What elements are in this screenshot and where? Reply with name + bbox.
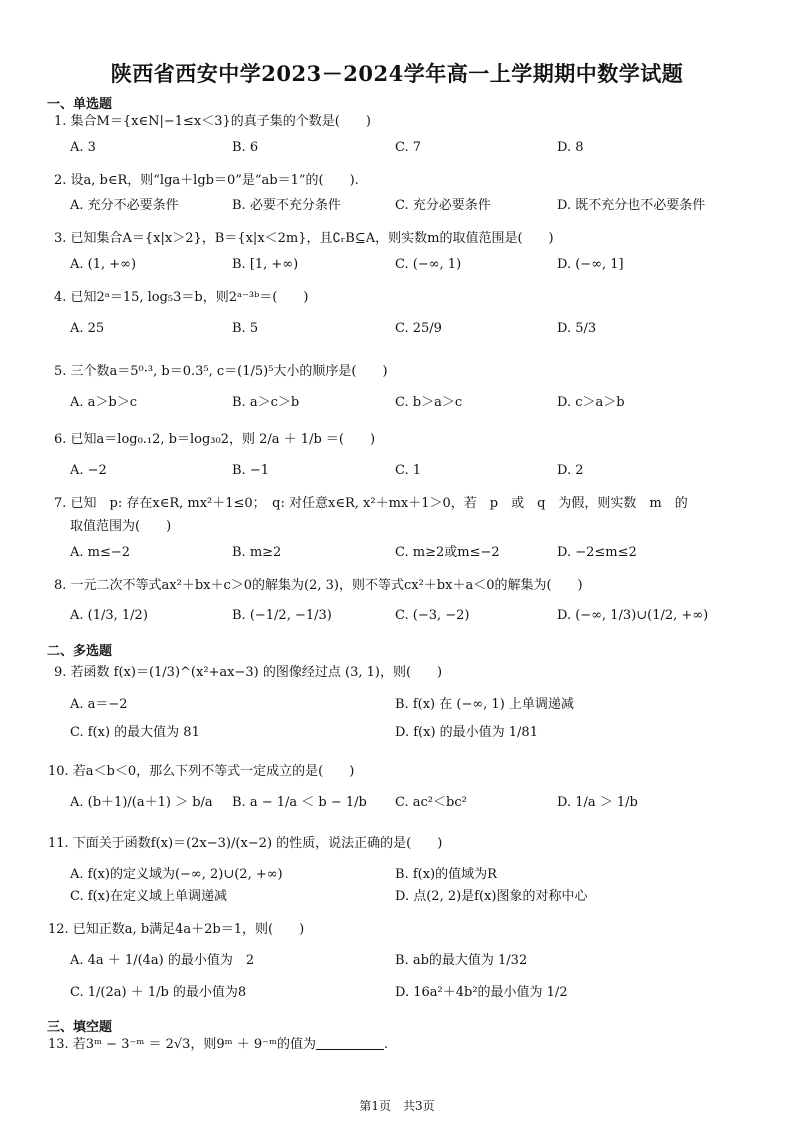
question-4-stem: 4. 已知2ᵃ＝15, log₅3＝b，则2ᵃ⁻³ᵇ＝( ) bbox=[54, 290, 309, 305]
question-7-option-c: C. m≥2或m≤−2 bbox=[395, 545, 500, 560]
question-1-option-a: A. 3 bbox=[70, 140, 96, 155]
question-9-stem: 9. 若函数 f(x)＝(1/3)^(x²+ax−3) 的图像经过点 (3, 1)，则( ) bbox=[54, 665, 443, 680]
question-12-option-d: D. 16a²＋4b²的最小值为 1/2 bbox=[395, 985, 568, 1000]
section-heading-multiple-choice: 二、多选题 bbox=[47, 644, 113, 659]
question-12-option-b: B. ab的最大值为 1/32 bbox=[395, 953, 528, 968]
question-8-option-a: A. (1/3, 1/2) bbox=[70, 608, 148, 623]
question-7-option-a: A. m≤−2 bbox=[70, 545, 131, 560]
page-title: 陕西省西安中学2023－2024学年高一上学期期中数学试题 bbox=[110, 61, 684, 86]
question-3-stem: 3. 已知集合A＝{x|x＞2}，B＝{x|x＜2m}，且∁ᵣB⊆A，则实数m的取值范围是( ) bbox=[54, 231, 554, 246]
question-9-option-c: C. f(x) 的最大值为 81 bbox=[70, 725, 200, 740]
question-10-option-c: C. ac²＜bc² bbox=[395, 795, 467, 810]
question-6-option-b: B. −1 bbox=[232, 463, 269, 478]
question-4-option-a: A. 25 bbox=[70, 321, 105, 336]
question-8-stem: 8. 一元二次不等式ax²＋bx＋c＞0的解集为(2, 3)，则不等式cx²＋bx＋a＜0的解集为( ) bbox=[54, 578, 583, 593]
question-1-stem: 1. 集合M＝{x∈N|−1≤x＜3}的真子集的个数是( ) bbox=[54, 114, 371, 129]
question-5-option-c: C. b＞a＞c bbox=[395, 395, 463, 410]
question-11-stem: 11. 下面关于函数f(x)＝(2x−3)/(x−2) 的性质，说法正确的是( ) bbox=[48, 836, 443, 851]
question-12-stem: 12. 已知正数a, b满足4a＋2b＝1，则( ) bbox=[48, 922, 305, 937]
section-heading-single-choice: 一、单选题 bbox=[47, 97, 113, 112]
question-4-option-c: C. 25/9 bbox=[395, 321, 442, 336]
question-5-option-b: B. a＞c＞b bbox=[232, 395, 300, 410]
question-11-option-a: A. f(x)的定义域为(−∞, 2)∪(2, +∞) bbox=[70, 867, 283, 882]
question-1-option-d: D. 8 bbox=[557, 140, 584, 155]
question-7-stem-continued: 取值范围为( ) bbox=[70, 519, 172, 534]
question-10-stem: 10. 若a＜b＜0，那么下列不等式一定成立的是( ) bbox=[48, 764, 355, 779]
question-13-stem: 13. 若3ᵐ − 3⁻ᵐ ＝ 2√3，则9ᵐ ＋ 9⁻ᵐ的值为 bbox=[48, 1037, 317, 1052]
question-13 bbox=[48, 1036, 388, 1053]
question-2-stem: 2. 设a, b∈R，则“lga＋lgb＝0”是“ab＝1”的( ). bbox=[54, 173, 359, 188]
question-3-option-b: B. [1, +∞) bbox=[232, 257, 299, 272]
question-3-option-d: D. (−∞, 1] bbox=[557, 257, 624, 272]
question-5-option-d: D. c＞a＞b bbox=[557, 395, 625, 410]
question-6-option-c: C. 1 bbox=[395, 463, 422, 478]
question-8-option-d: D. (−∞, 1/3)∪(1/2, +∞) bbox=[557, 608, 709, 623]
page-footer: 第1页 共3页 bbox=[359, 1099, 435, 1113]
question-4-option-b: B. 5 bbox=[232, 321, 259, 336]
question-6-option-d: D. 2 bbox=[557, 463, 584, 478]
question-9-option-b: B. f(x) 在 (−∞, 1) 上单调递减 bbox=[395, 697, 574, 712]
answer-blank bbox=[316, 1036, 384, 1050]
question-5-stem: 5. 三个数a＝5⁰·³, b＝0.3⁵, c＝(1/5)⁵大小的顺序是( ) bbox=[54, 364, 388, 379]
question-9-option-a: A. a＝−2 bbox=[70, 697, 128, 712]
section-heading-fill-in: 三、填空题 bbox=[47, 1020, 113, 1035]
question-10-option-a: A. (b＋1)/(a＋1) ＞ b/a bbox=[70, 795, 213, 810]
question-1-option-b: B. 6 bbox=[232, 140, 259, 155]
question-8-option-b: B. (−1/2, −1/3) bbox=[232, 608, 332, 623]
question-13-tail: . bbox=[384, 1037, 389, 1052]
question-6-stem: 6. 已知a＝log₀.₁2, b＝log₃₀2，则 2/a ＋ 1/b ＝( ) bbox=[54, 432, 376, 447]
question-5-option-a: A. a＞b＞c bbox=[70, 395, 138, 410]
question-2-option-b: B. 必要不充分条件 bbox=[232, 198, 341, 213]
question-1-option-c: C. 7 bbox=[395, 140, 422, 155]
question-10-option-d: D. 1/a ＞ 1/b bbox=[557, 795, 638, 810]
question-10-option-b: B. a − 1/a ＜ b − 1/b bbox=[232, 795, 367, 810]
question-3-option-c: C. (−∞, 1) bbox=[395, 257, 462, 272]
question-12-option-a: A. 4a ＋ 1/(4a) 的最小值为 2 bbox=[70, 953, 255, 968]
question-2-option-d: D. 既不充分也不必要条件 bbox=[557, 198, 706, 213]
question-3-option-a: A. (1, +∞) bbox=[70, 257, 137, 272]
question-4-option-d: D. 5/3 bbox=[557, 321, 597, 336]
question-6-option-a: A. −2 bbox=[70, 463, 107, 478]
question-2-option-a: A. 充分不必要条件 bbox=[70, 198, 179, 213]
question-9-option-d: D. f(x) 的最小值为 1/81 bbox=[395, 725, 538, 740]
question-12-option-c: C. 1/(2a) ＋ 1/b 的最小值为8 bbox=[70, 985, 247, 1000]
question-8-option-c: C. (−3, −2) bbox=[395, 608, 470, 623]
question-7-option-b: B. m≥2 bbox=[232, 545, 282, 560]
question-11-option-d: D. 点(2, 2)是f(x)图象的对称中心 bbox=[395, 889, 588, 904]
question-11-option-b: B. f(x)的值域为R bbox=[395, 867, 497, 882]
question-7-option-d: D. −2≤m≤2 bbox=[557, 545, 637, 560]
question-11-option-c: C. f(x)在定义域上单调递减 bbox=[70, 889, 228, 904]
question-7-stem: 7. 已知 p: 存在x∈R, mx²＋1≤0； q: 对任意x∈R, x²＋mx＋1＞0，若 p 或 q 为假，则实数 m 的 bbox=[54, 496, 688, 511]
question-2-option-c: C. 充分必要条件 bbox=[395, 198, 491, 213]
